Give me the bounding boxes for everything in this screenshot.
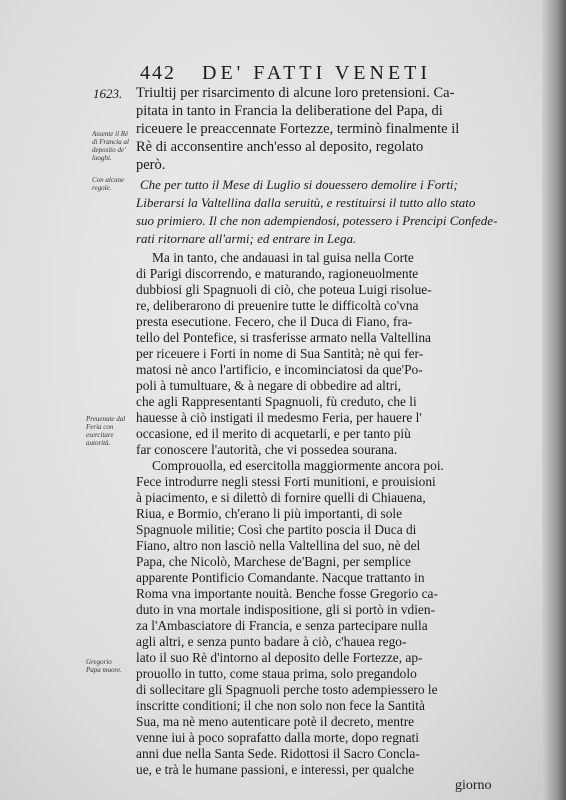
text-line: agli altri, e senza punto badare à ciò, c'hauea rego-: [136, 634, 407, 649]
text-line: Ma in tanto, che andauasi in tal guisa nella Corte: [152, 250, 414, 265]
text-line: però.: [136, 157, 166, 173]
text-line-italic: Che per tutto il Mese di Luglio si douessero demolire i Forti;: [140, 177, 458, 192]
text-line: tello del Pontefice, si trasferisse armato nella Valtellina: [136, 330, 431, 345]
text-line: Sua, ma nè meno autenticare potè il decreto, mentre: [136, 714, 415, 729]
text-line: poli à tumultuare, & à negare di obbedire ad altri,: [136, 378, 402, 393]
text-line: di sollecitare gli Spagnuoli perche tosto adempiessero le: [136, 682, 438, 697]
text-line: re, deliberarono di preuenire tutte le difficoltà co'vna: [136, 298, 419, 313]
page-gutter-shadow: [542, 0, 566, 800]
text-line-italic: suo primiero. Il che non adempiendosi, potessero i Prencipi Confede-: [136, 213, 498, 228]
text-line: riceuere le preaccennate Fortezze, terminò finalmente il: [136, 121, 460, 137]
text-line: anni due nella Santa Sede. Ridottosi il Sacro Concla-: [136, 746, 420, 761]
text-line: far conoscere l'autorità, che vi possedea sourana.: [136, 442, 398, 457]
text-line: matosi nè anco l'artificio, e incominciatosi da que'Po-: [136, 362, 423, 377]
margin-note: Assente il Rè di Francia al deposito de' luoghi.: [92, 130, 129, 162]
page-header: [140, 62, 480, 84]
text-line: inscritte conditioni; il che non solo non fece la Santità: [136, 698, 425, 713]
page-number: 442: [140, 62, 176, 84]
text-line: à piacimento, e si dilettò di fornire quelli di Chiauena,: [136, 490, 426, 505]
text-line: apparente Pontificio Comandante. Nacque trattanto in: [136, 570, 425, 585]
text-line: za l'Ambasciatore di Francia, e senza partecipare nulla: [136, 618, 428, 633]
year-margin-note: 1623.: [93, 86, 123, 101]
text-line: hauesse à ciò instigati il medesmo Feria, per hauere l': [136, 410, 422, 425]
text-line: duto in vna mortale indispositione, gli si portò in vdien-: [136, 602, 436, 617]
text-line: che agli Rappresentanti Spagnuoli, fù creduto, che li: [136, 394, 417, 409]
text-line: presta esecutione. Fecero, che il Duca di Fiano, fra-: [136, 314, 413, 329]
text-line: Fiano, altro non lasciò nella Valtellina del suo, nè del: [136, 538, 421, 553]
text-line-italic: rati ritornare all'armi; ed entrare in Lega.: [136, 231, 357, 246]
text-line: prouollo in tutto, come staua prima, solo pregandolo: [136, 666, 417, 681]
text-line: Rè di acconsentire anch'esso al deposito, regolato: [136, 139, 424, 155]
text-line-italic: Liberarsi la Valtellina dalla seruitù, e restituirsi il tutto allo stato: [136, 195, 476, 210]
text-line: lato il suo Rè d'intorno al deposito delle Fortezze, ap-: [136, 650, 423, 665]
text-line: dubbiosi gli Spagnuoli di ciò, che poteua Luigi risolue-: [136, 282, 432, 297]
margin-note: Gregorio Papa muore.: [86, 658, 122, 674]
text-line: pitata in tanto in Francia la deliberatione del Papa, di: [136, 103, 443, 119]
text-line: di Parigi discorrendo, e maturando, ragioneuolmente: [136, 266, 419, 281]
text-line: Comprouolla, ed esercitolla maggiormente ancora poi.: [152, 458, 444, 473]
text-line: venne iui à poco soprafatto dalla morte, dopo regnati: [136, 730, 419, 745]
margin-note: Con alcune regole.: [92, 176, 125, 192]
margin-note: Preuenute dal Feria con esercitare autorità.: [86, 415, 126, 447]
text-line: occasione, ed il merito di acquetarli, e per tanto più: [136, 426, 411, 441]
text-line: Papa, che Nicolò, Marchese de'Bagni, per semplice: [136, 554, 411, 569]
running-head: DE' FATTI VENETI: [202, 62, 432, 84]
text-line: Roma vna importante nouità. Benche fosse Gregorio ca-: [136, 586, 438, 601]
catchword: giorno: [455, 778, 492, 793]
text-line: ue, e trà le humane passioni, e interessi, per qualche: [136, 762, 415, 777]
text-line: per riceuere i Forti in nome di Sua Santità; nè qui fer-: [136, 346, 424, 361]
text-line: Fece introdurre negli stessi Forti munitioni, e prouisioni: [136, 474, 436, 489]
text-line: Riua, e Bormio, ch'erano li più importanti, di sole: [136, 506, 403, 521]
text-line: Spagnuole militie; Così che partito poscia il Duca di: [136, 522, 417, 537]
text-line: Triultij per risarcimento di alcune loro pretensioni. Ca-: [136, 85, 455, 101]
